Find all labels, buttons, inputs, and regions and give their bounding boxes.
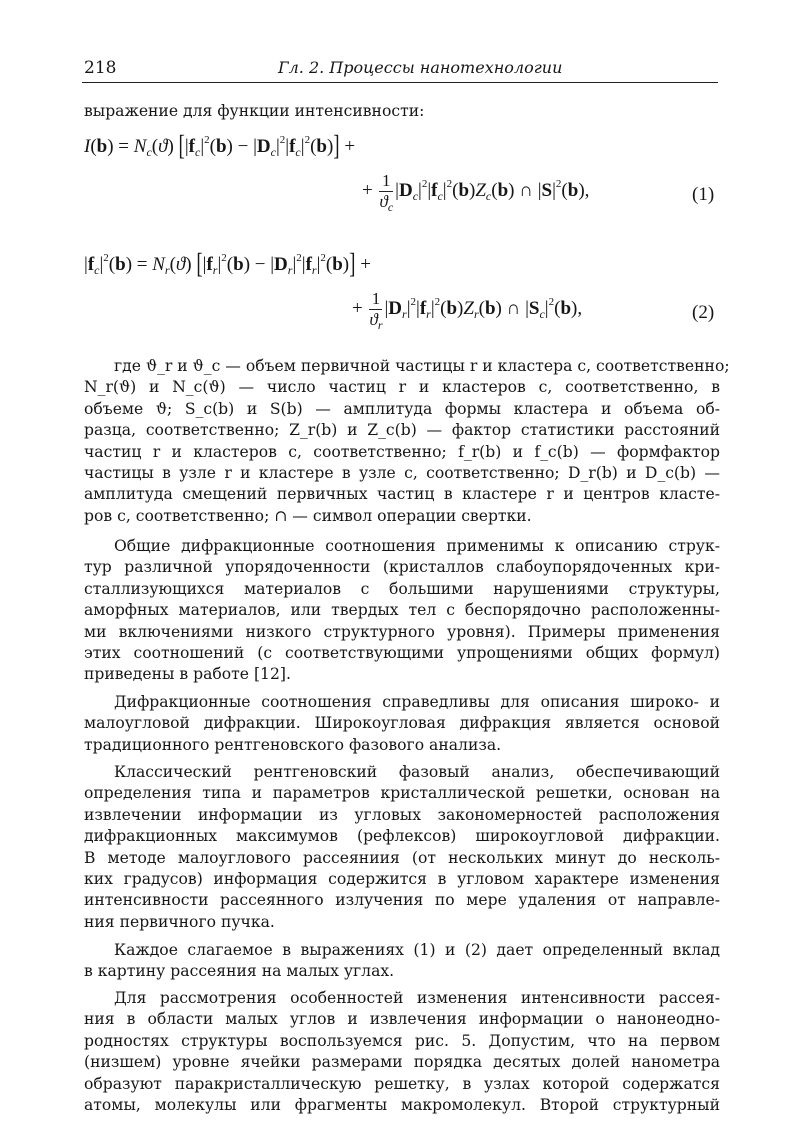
text-line: Каждое слагаемое в выражениях (1) и (2) дает определенный вклад [114, 941, 720, 959]
text-line: извлечении информации из угловых закономерностей расположения [84, 805, 720, 824]
text-line: традиционного рентгеновского фазового анализа. [84, 735, 502, 754]
paragraph-diffraction [84, 692, 720, 756]
text-line: ми включениями низкого структурного уровня). Примеры применения [84, 622, 720, 641]
paragraph-general-relations [84, 536, 720, 686]
text-line: образуют паракристаллическую решетку, в узлах которой содержатся [84, 1074, 720, 1093]
equation-2-number: (2) [692, 302, 715, 323]
text-line: в картину рассеяния на малых углах. [84, 962, 395, 981]
text-line: Для рассмотрения особенностей изменения интенсивности рассея- [114, 989, 720, 1007]
text-line: атомы, молекулы или фрагменты макромолекул. Второй структурный [84, 1096, 720, 1115]
text-line: объеме ϑ; S_c(b) и S(b) — амплитуда формы кластера и объема об- [84, 399, 720, 418]
text-line: В методе малоуглового рассеяниия (от нескольких минут до несколь- [84, 848, 720, 867]
text-line: интенсивности рассеянного излучения по мере удаления от направле- [84, 891, 720, 910]
text-line: разца, соответственно; Z_r(b) и Z_c(b) — фактор статистики расстояний [84, 421, 720, 440]
text-line: определения типа и параметров кристаллической решетки, основан на [84, 784, 720, 803]
text-line: ния в области малых углов и извлечения информации о нанонеодно- [84, 1010, 720, 1029]
running-title: Гл. 2. Процессы нанотехнологии [278, 58, 563, 77]
text-line: аморфных материалов, или твердых тел с беспорядочно расположенны- [84, 601, 720, 620]
text-line: (низшем) уровне ячейки размерами порядка десятых долей нанометра [84, 1053, 720, 1072]
text-line: Общие дифракционные соотношения применимы к описанию струк- [114, 537, 720, 555]
text-line: N_r(ϑ) и N_c(ϑ) — число частиц r и кластеров c, соответственно, в [84, 378, 720, 397]
equation-1-line2: + $\frac{1}{ϑ_c}$ $|D_c|^2|f_c|^2(b)Z_c(b)$ ∩ $|S|^2(b)$, [362, 171, 590, 214]
text-line: частиц r и кластеров c, соответственно; f_r(b) и f_c(b) — формфактор [84, 442, 720, 461]
running-header [82, 56, 718, 83]
text-line: приведены в работе [12]. [84, 665, 291, 684]
text-line: амплитуда смещений первичных частиц в кластере r и центров класте- [84, 485, 720, 504]
text-line: этих соотношений (с соответствующими упрощениями общих формул) [84, 644, 720, 663]
text-line: ния первичного пучка. [84, 912, 275, 931]
intro-line: выражение для функции интенсивности: [84, 102, 425, 120]
equation-2-line2: + $\frac{1}{ϑ_r}$ $|D_r|^2|f_r|^2(b)Z_r(b)$ ∩ $|S_c|^2(b)$, [352, 289, 583, 332]
paragraph-small-angle [84, 988, 720, 1116]
text-line: где ϑ_r и ϑ_c — объем первичной частицы r и кластера c, соответственно; [114, 357, 730, 375]
equation-1-line1: $I(b) = N_c(ϑ) [|f_c|^2(b) - |D_c|^2|f_c|^2(b)]$ + [84, 130, 356, 162]
text-line: малоугловой дифракции. Широкоугловая дифракция является основой [84, 714, 720, 733]
equation-1-number: (1) [692, 184, 715, 205]
text-line: тур различной упорядоченности (кристаллов слабоупорядоченных кри- [84, 558, 720, 577]
text-line: Дифракционные соотношения справедливы для описания широко- и [114, 693, 720, 711]
text-line: Классический рентгеновский фазовый анализ, обеспечивающий [114, 763, 720, 781]
text-line: дифракционных максимумов (рефлексов) широкоугловой дифракции. [84, 827, 720, 846]
text-line: ров c, соответственно; ∩ — символ операции свертки. [84, 506, 532, 525]
text-line: частицы в узле r и кластере в узле c, соответственно; D_r(b) и D_c(b) — [84, 464, 720, 483]
paragraph-phase-analysis [84, 762, 720, 933]
equation-2-line1: $|f_c|^2(b) = N_r(ϑ) [|f_r|^2(b) - |D_r|^2|f_r|^2(b)]$ + [84, 248, 371, 280]
paragraph-definitions [84, 356, 730, 527]
page-number: 218 [84, 58, 117, 78]
text-line: сталлизующихся материалов с большими нарушениями структуры, [84, 579, 720, 598]
text-line: родностях структуры воспользуемся рис. 5. Допустим, что на первом [84, 1031, 720, 1050]
text-line: ких градусов) информация содержится в угловом характере изменения [84, 870, 720, 889]
paragraph-contribution [84, 940, 720, 983]
